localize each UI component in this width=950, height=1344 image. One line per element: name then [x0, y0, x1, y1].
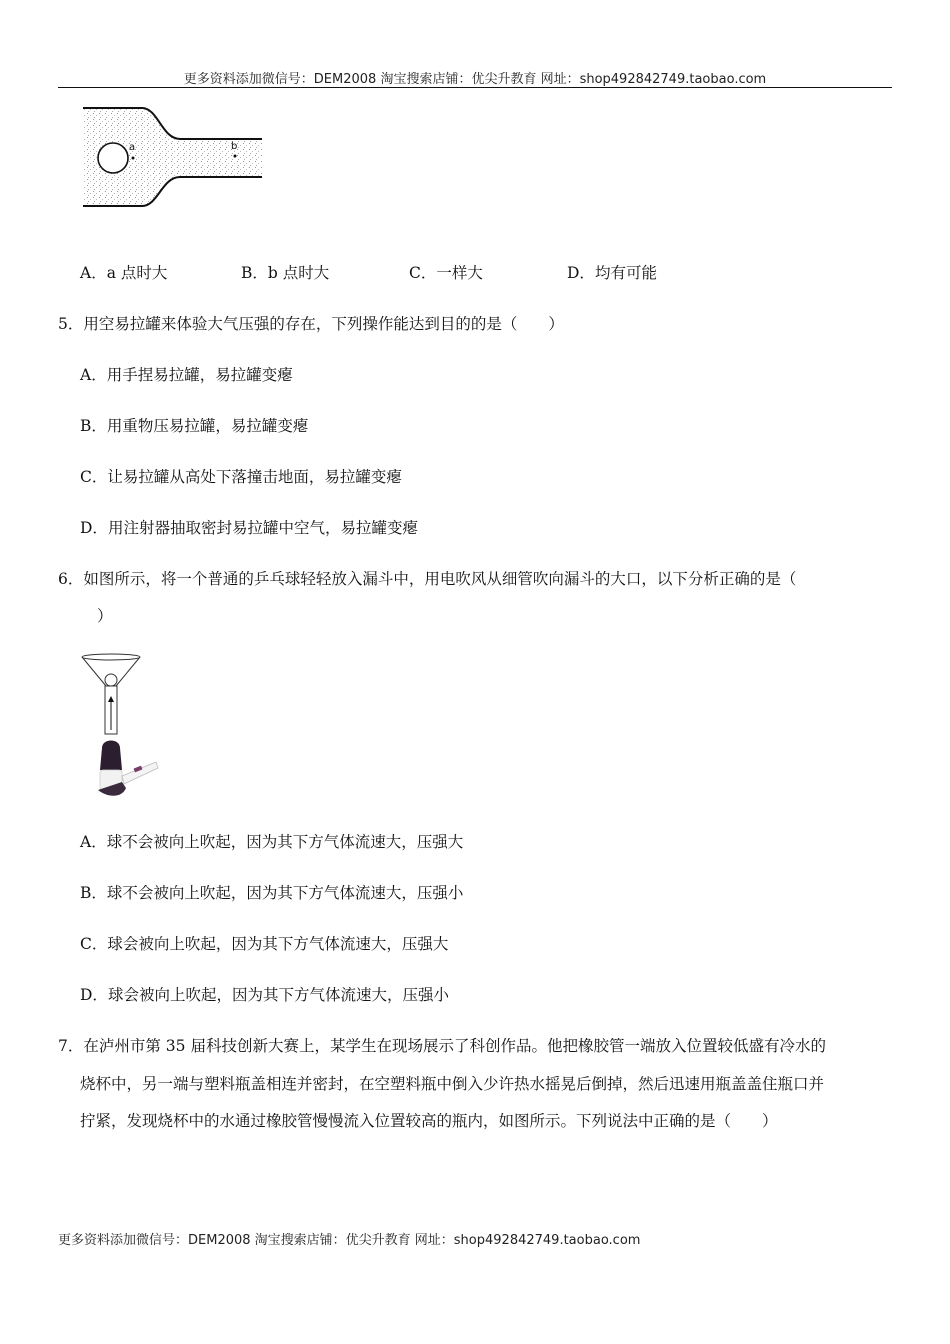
q7-stem-line3: 拧紧，发现烧杯中的水通过橡胶管慢慢流入位置较高的瓶内，如图所示。下列说法中正确的是（ ）	[80, 1112, 778, 1130]
q4-option-c: C．一样大	[409, 264, 483, 282]
q5-option-b: B．用重物压易拉罐，易拉罐变瘪	[80, 417, 309, 435]
label-b: b	[231, 141, 238, 152]
q5-option-c: C．让易拉罐从高处下落撞击地面，易拉罐变瘪	[80, 468, 402, 486]
q6-option-b: B．球不会被向上吹起，因为其下方气体流速大，压强小	[80, 884, 464, 902]
label-a: a	[129, 142, 136, 153]
q5-stem: 5．用空易拉罐来体验大气压强的存在，下列操作能达到目的的是（ ）	[58, 315, 564, 333]
header-rule	[58, 87, 892, 88]
q4-option-d: D．均有可能	[567, 264, 657, 282]
page-footer: 更多资料添加微信号：DEM2008 淘宝搜索店铺：优尖升教育 网址：shop492842749.taobao.com	[58, 1233, 641, 1248]
q5-option-a: A．用手捏易拉罐，易拉罐变瘪	[80, 366, 293, 384]
pipe-figure	[80, 106, 270, 210]
q6-option-d: D．球会被向上吹起，因为其下方气体流速大，压强小	[80, 986, 449, 1004]
q4-option-b: B．b 点时大	[241, 264, 330, 282]
q5-option-d: D．用注射器抽取密封易拉罐中空气，易拉罐变瘪	[80, 519, 418, 537]
q4-option-a: A．a 点时大	[80, 264, 168, 282]
funnel-dryer-figure	[78, 652, 168, 800]
q7-stem-line2: 烧杯中，另一端与塑料瓶盖相连并密封，在空塑料瓶中倒入少许热水摇晃后倒掉，然后迅速用瓶盖盖住瓶口并	[80, 1075, 825, 1093]
q6-option-a: A．球不会被向上吹起，因为其下方气体流速大，压强大	[80, 833, 464, 851]
q6-stem-line2: ）	[97, 607, 113, 625]
q7-stem-line1: 7．在泸州市第 35 届科技创新大赛上，某学生在现场展示了科创作品。他把橡胶管一端放入位置较低盛有冷水的	[58, 1037, 826, 1055]
page-header: 更多资料添加微信号：DEM2008 淘宝搜索店铺：优尖升教育 网址：shop492842749.taobao.com	[183, 72, 767, 87]
q6-stem-line1: 6．如图所示，将一个普通的乒乓球轻轻放入漏斗中，用电吹风从细管吹向漏斗的大口，以下分析正确的是（	[58, 570, 797, 588]
q6-option-c: C．球会被向上吹起，因为其下方气体流速大，压强大	[80, 935, 449, 953]
